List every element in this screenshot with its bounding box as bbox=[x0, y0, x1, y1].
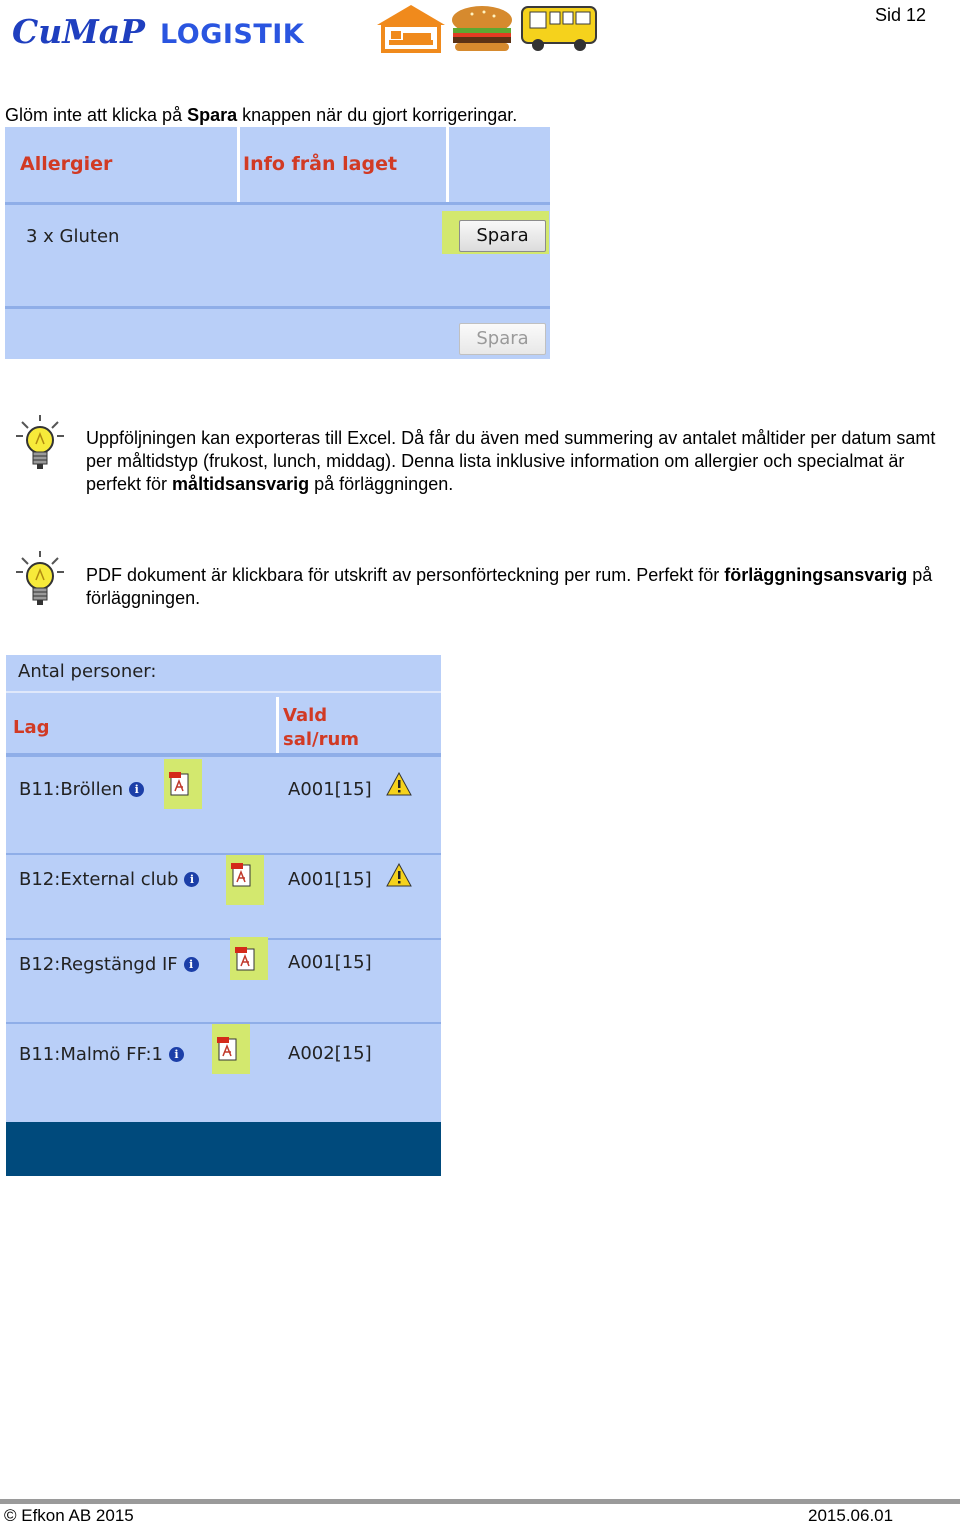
info-icon[interactable]: i bbox=[184, 872, 199, 887]
team-name: B12:Regstängd IF bbox=[19, 954, 178, 975]
bed-icon bbox=[375, 3, 447, 53]
intro-text-end: knappen när du gjort korrigeringar. bbox=[237, 105, 518, 125]
table-row-team bbox=[19, 954, 199, 975]
tip-pdf-text: PDF dokument är klickbara för utskrift av personförteckning per rum. Perfekt för bbox=[86, 565, 725, 585]
intro-bold: Spara bbox=[187, 105, 238, 125]
logo-cumap: CuMaP bbox=[12, 12, 145, 51]
header-cell-info bbox=[240, 127, 449, 202]
table-row-team bbox=[19, 1044, 184, 1065]
tip-pdf-bold: förläggningsansvarig bbox=[724, 565, 908, 585]
lightbulb-icon bbox=[14, 414, 66, 472]
footer-copyright: © Efkon AB 2015 bbox=[4, 1506, 134, 1525]
warning-icon bbox=[386, 772, 412, 796]
team-name: B12:External club bbox=[19, 869, 179, 890]
footer-date: 2015.06.01 bbox=[808, 1506, 894, 1525]
tip-pdf bbox=[86, 564, 946, 610]
info-icon[interactable]: i bbox=[129, 782, 144, 797]
tip-excel-bold: måltidsansvarig bbox=[172, 474, 310, 494]
table-row-team bbox=[19, 869, 199, 890]
save-button-disabled[interactable]: Spara bbox=[459, 323, 546, 355]
tip-excel-text: Uppföljningen kan exporteras till Excel. Då får du även med summering av antalet måltider per datum samt per måltidstyp (frukost, lunch, middag). Denna lista inklusive information om allergier och specialmat är perfekt för bbox=[86, 428, 936, 494]
table-row-team bbox=[19, 779, 144, 800]
team-name: B11:Malmö FF:1 bbox=[19, 1044, 163, 1065]
room-panel bbox=[6, 655, 441, 1176]
column-header-room-line2: sal/rum bbox=[283, 729, 360, 750]
column-divider bbox=[276, 697, 279, 755]
intro-text: Glöm inte att klicka på bbox=[5, 105, 188, 125]
column-header-info: Info från laget bbox=[243, 153, 398, 175]
tip-pdf-text-end: på förläggningen. bbox=[86, 565, 933, 608]
column-header-allergier: Allergier bbox=[20, 153, 113, 175]
column-header-room-line1: Vald bbox=[283, 705, 328, 726]
tip-excel bbox=[86, 427, 946, 496]
divider bbox=[6, 938, 441, 940]
pdf-icon[interactable] bbox=[216, 1036, 240, 1062]
footer-line bbox=[0, 1499, 960, 1504]
header-cell-allergier bbox=[5, 127, 240, 202]
pdf-icon[interactable] bbox=[168, 771, 192, 797]
info-icon[interactable]: i bbox=[169, 1047, 184, 1062]
save-button[interactable]: Spara bbox=[459, 220, 546, 252]
divider bbox=[6, 853, 441, 855]
pdf-icon[interactable] bbox=[234, 946, 258, 972]
pdf-icon[interactable] bbox=[230, 862, 254, 888]
room-value: A002[15] bbox=[288, 1043, 372, 1064]
room-value: A001[15] bbox=[288, 952, 372, 973]
lightbulb-icon bbox=[14, 550, 66, 608]
divider bbox=[5, 202, 550, 205]
team-name: B11:Bröllen bbox=[19, 779, 124, 800]
divider bbox=[5, 306, 550, 309]
allergy-value: 3 x Gluten bbox=[26, 226, 120, 247]
divider bbox=[6, 691, 441, 693]
warning-icon bbox=[386, 863, 412, 887]
room-value: A001[15] bbox=[288, 869, 372, 890]
divider bbox=[6, 753, 441, 757]
info-icon[interactable]: i bbox=[184, 957, 199, 972]
intro-paragraph bbox=[5, 104, 517, 127]
page-number: Sid 12 bbox=[874, 5, 926, 25]
room-value: A001[15] bbox=[288, 779, 372, 800]
logo-logistik: LOGISTIK bbox=[160, 19, 305, 50]
allergy-panel bbox=[5, 127, 550, 359]
column-header-lag: Lag bbox=[13, 717, 50, 738]
burger-icon bbox=[450, 4, 514, 54]
tip-excel-text-end: på förläggningen. bbox=[309, 474, 454, 494]
panel-title: Antal personer: bbox=[18, 661, 157, 682]
bus-icon bbox=[518, 3, 600, 53]
column-header-room bbox=[283, 704, 359, 752]
panel-footer-bar bbox=[6, 1122, 441, 1176]
